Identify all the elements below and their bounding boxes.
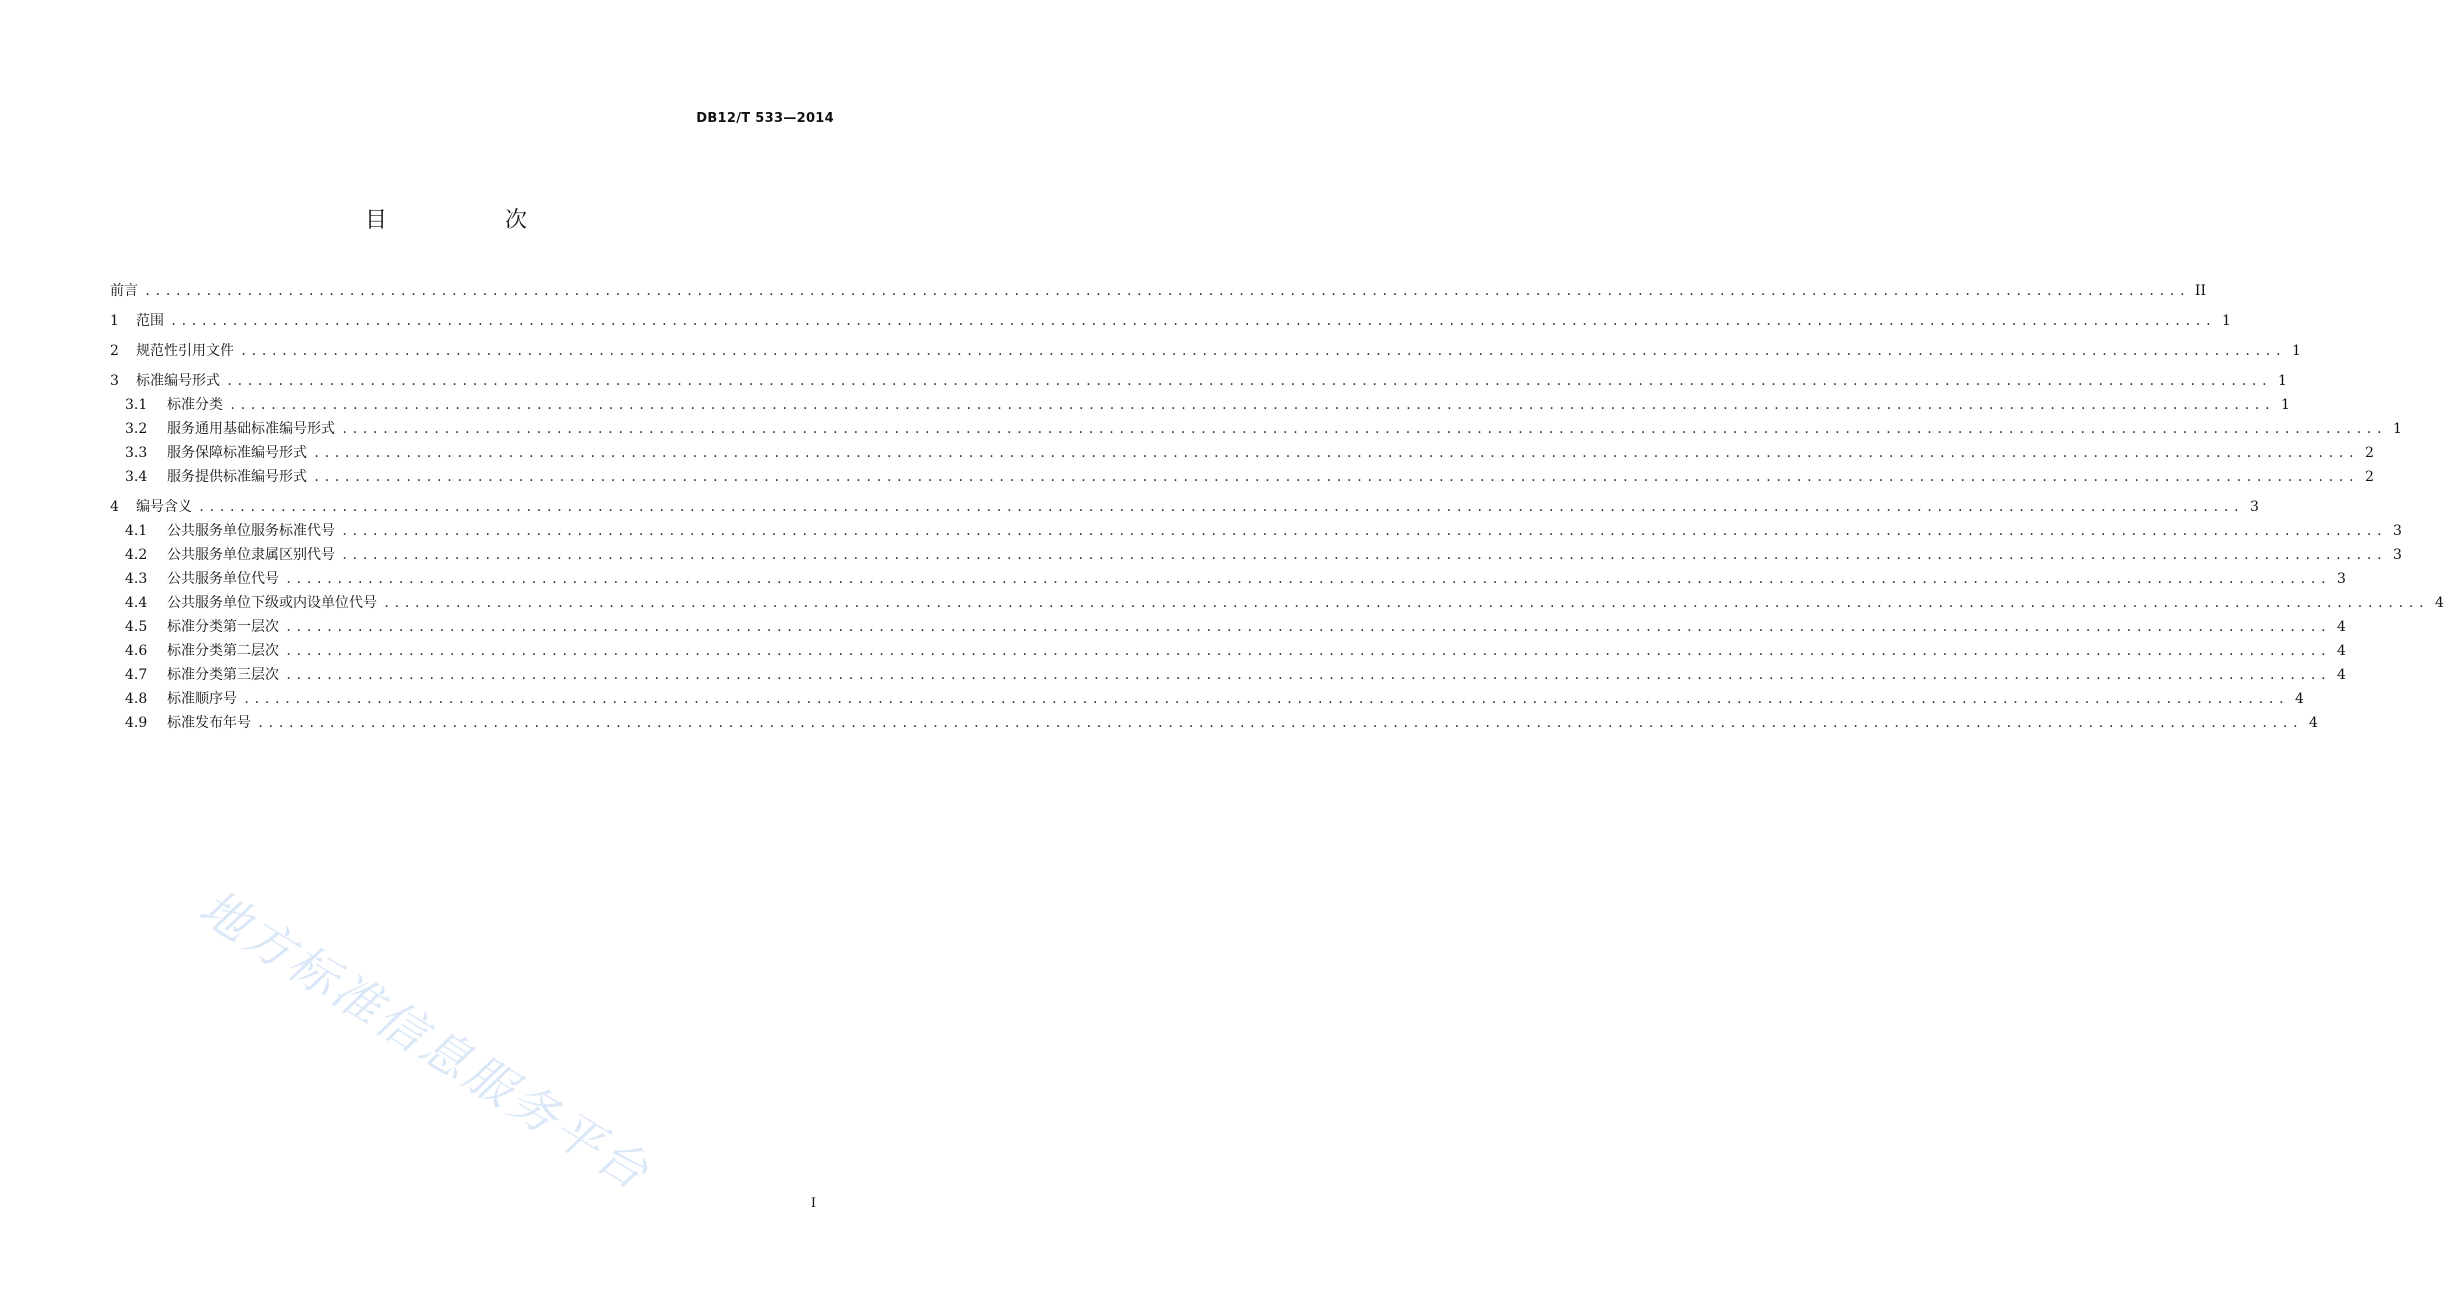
toc-entry-2[interactable] [110, 339, 2301, 363]
toc-entry-label: 公共服务单位服务标准代号 [167, 523, 335, 539]
toc-entry-page: 2 [2365, 445, 2374, 461]
toc-entry-number: 4.9 [125, 715, 148, 731]
toc-entry-page: 4 [2337, 667, 2346, 683]
toc-entry-label: 标准编号形式 [136, 373, 220, 389]
toc-entry-number: 4.5 [125, 619, 148, 635]
toc-entry-number: 4.4 [125, 595, 148, 611]
toc-entry-page: 4 [2295, 691, 2304, 707]
toc-entry-4-1[interactable] [110, 519, 2402, 543]
toc-entry-3-3[interactable] [110, 441, 2374, 465]
toc-entry-page: 2 [2365, 469, 2374, 485]
toc-entry-number: 1 [110, 313, 119, 329]
toc-entry-4-9[interactable] [110, 711, 2318, 735]
toc-leader-dots: ........................................................................................................................................................................................................ [170, 314, 2215, 328]
toc-entry-page: 4 [2435, 595, 2444, 611]
toc-entry-label: 标准分类第三层次 [167, 667, 279, 683]
toc-entry-page: 1 [2393, 421, 2402, 437]
toc-leader-dots: ........................................................................................................................................................................................................ [341, 548, 2386, 562]
toc-leader-dots: ........................................................................................................................................................................................................ [341, 524, 2386, 538]
toc-leader-dots: ........................................................................................................................................................................................................ [341, 422, 2386, 436]
toc-entry-number: 3.3 [125, 445, 148, 461]
toc-entry-label: 服务提供标准编号形式 [167, 469, 307, 485]
toc-entry-label: 服务通用基础标准编号形式 [167, 421, 335, 437]
toc-leader-dots: ........................................................................................................................................................................................................ [285, 668, 2330, 682]
toc-entry-3-1[interactable] [110, 393, 2290, 417]
page-title: 目 次 [364, 208, 575, 233]
toc-entry-number: 4 [110, 499, 119, 515]
toc-entry-page: 4 [2337, 643, 2346, 659]
toc-entry-4-4[interactable] [110, 591, 2444, 615]
table-of-contents [110, 279, 2444, 735]
toc-entry-label: 标准分类 [167, 397, 223, 413]
page-number: I [810, 1196, 816, 1211]
toc-entry-number: 3.4 [125, 469, 148, 485]
toc-leader-dots: ........................................................................................................................................................................................................ [144, 284, 2189, 298]
toc-leader-dots: ........................................................................................................................................................................................................ [198, 500, 2243, 514]
toc-entry-label: 标准顺序号 [167, 691, 237, 707]
toc-entry-page: 4 [2337, 619, 2346, 635]
toc-entry-number: 4.6 [125, 643, 148, 659]
toc-entry-4-6[interactable] [110, 639, 2346, 663]
toc-entry-page: II [2194, 283, 2206, 299]
toc-leader-dots: ........................................................................................................................................................................................................ [257, 716, 2302, 730]
toc-entry-page: 1 [2222, 313, 2231, 329]
toc-entry-4-8[interactable] [110, 687, 2304, 711]
toc-entry-3-4[interactable] [110, 465, 2374, 489]
toc-leader-dots: ........................................................................................................................................................................................................ [285, 620, 2330, 634]
toc-entry-page: 3 [2337, 571, 2346, 587]
toc-leader-dots: ........................................................................................................................................................................................................ [240, 344, 2285, 358]
toc-entry-page: 3 [2250, 499, 2259, 515]
toc-entry-number: 4.8 [125, 691, 148, 707]
toc-entry-label: 公共服务单位下级或内设单位代号 [167, 595, 377, 611]
toc-entry-label: 标准分类第二层次 [167, 643, 279, 659]
toc-entry-4-7[interactable] [110, 663, 2346, 687]
toc-entry-label: 公共服务单位隶属区别代号 [167, 547, 335, 563]
toc-entry-label: 公共服务单位代号 [167, 571, 279, 587]
toc-entry-page: 1 [2281, 397, 2290, 413]
toc-entry-page: 3 [2393, 523, 2402, 539]
toc-entry-4-3[interactable] [110, 567, 2346, 591]
toc-leader-dots: ........................................................................................................................................................................................................ [243, 692, 2288, 706]
toc-entry-number: 4.3 [125, 571, 148, 587]
toc-leader-dots: ........................................................................................................................................................................................................ [226, 374, 2271, 388]
toc-entry-label: 标准发布年号 [167, 715, 251, 731]
toc-entry-number: 4.2 [125, 547, 148, 563]
toc-entry-label: 范围 [136, 313, 164, 329]
toc-entry-number: 3 [110, 373, 119, 389]
toc-leader-dots: ........................................................................................................................................................................................................ [313, 470, 2358, 484]
toc-entry-page: 1 [2278, 373, 2287, 389]
toc-entry-label: 服务保障标准编号形式 [167, 445, 307, 461]
toc-entry-4-5[interactable] [110, 615, 2346, 639]
toc-entry-label: 前言 [110, 283, 138, 299]
toc-entry-4[interactable] [110, 495, 2259, 519]
toc-entry-number: 2 [110, 343, 119, 359]
toc-leader-dots: ........................................................................................................................................................................................................ [383, 596, 2428, 610]
toc-entry-foreword[interactable] [110, 279, 2206, 303]
toc-entry-label: 标准分类第一层次 [167, 619, 279, 635]
toc-entry-number: 3.2 [125, 421, 148, 437]
toc-entry-3-2[interactable] [110, 417, 2402, 441]
toc-leader-dots: ........................................................................................................................................................................................................ [285, 644, 2330, 658]
toc-entry-label: 规范性引用文件 [136, 343, 234, 359]
toc-entry-3[interactable] [110, 369, 2287, 393]
watermark: 地方标准信息服务平台 [189, 879, 661, 1203]
document-code: DB12/T 533—2014 [696, 111, 834, 126]
toc-leader-dots: ........................................................................................................................................................................................................ [313, 446, 2358, 460]
toc-leader-dots: ........................................................................................................................................................................................................ [229, 398, 2274, 412]
toc-entry-1[interactable] [110, 309, 2231, 333]
toc-entry-label: 编号含义 [136, 499, 192, 515]
toc-entry-number: 4.7 [125, 667, 148, 683]
toc-entry-number: 3.1 [125, 397, 148, 413]
toc-entry-page: 3 [2393, 547, 2402, 563]
toc-entry-page: 1 [2292, 343, 2301, 359]
toc-leader-dots: ........................................................................................................................................................................................................ [285, 572, 2330, 586]
toc-entry-4-2[interactable] [110, 543, 2402, 567]
toc-entry-number: 4.1 [125, 523, 148, 539]
toc-entry-page: 4 [2309, 715, 2318, 731]
